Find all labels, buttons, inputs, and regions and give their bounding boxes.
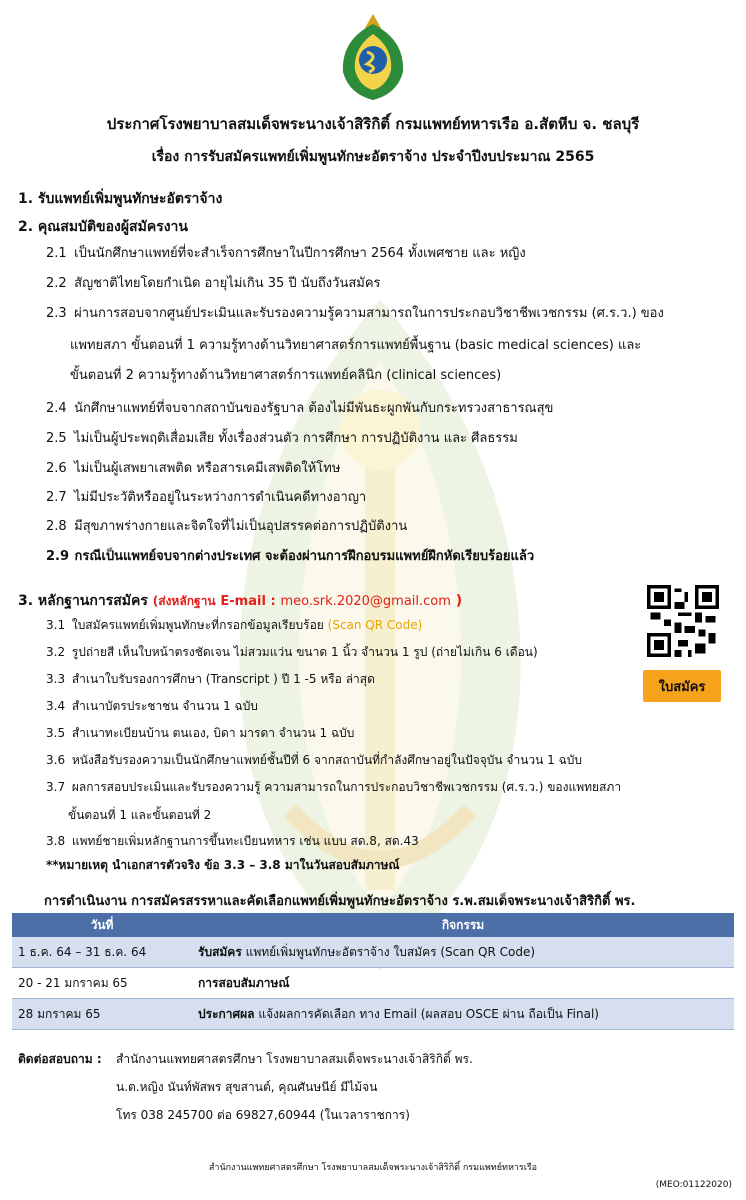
item-text: นักศึกษาแพทย์ที่จบจากสถาบันของรัฐบาล ต้องไม่มีพันธะผูกพันกับกระทรวงสาธารณสุข (74, 401, 554, 416)
contact-label: ติดต่อสอบถาม : (18, 1052, 102, 1066)
date-cell: 20 - 21 มกราคม 65 (12, 968, 192, 999)
qualification-item (46, 514, 407, 539)
table-row (12, 968, 734, 999)
qualification-item (46, 544, 534, 569)
qualification-item (46, 396, 553, 421)
qualification-item (46, 241, 526, 266)
activity-detail: แพทย์เพิ่มพูนทักษะอัตราจ้าง ใบสมัคร (Scan QR Code) (241, 944, 536, 959)
item-number: 2.4 (46, 401, 67, 416)
contact-persons: น.ต.หญิง นันท์พัสพร สุขสานต์, คุณศันษนีย์ มีไม้จน (116, 1080, 378, 1094)
section-3-heading (18, 590, 462, 612)
schedule-table (12, 913, 734, 1030)
evidence-item (46, 613, 422, 637)
item-number: 3.3 (46, 672, 66, 686)
section-3-label: 3. หลักฐานการสมัคร (18, 593, 148, 609)
evidence-item (46, 694, 258, 718)
item-number: 2.8 (46, 519, 67, 534)
send-evidence-label: (ส่งหลักฐาน (152, 594, 216, 608)
evidence-item (46, 667, 375, 691)
activity-cell (192, 999, 734, 1030)
hospital-emblem-logo (333, 10, 413, 102)
qualification-item (46, 271, 381, 296)
item-number: 2.2 (46, 276, 67, 291)
contact-office: สำนักงานแพทยศาสตรศึกษา โรงพยาบาลสมเด็จพระนางเจ้าสิริกิติ์ พร. (116, 1052, 473, 1066)
date-cell: 28 มกราคม 65 (12, 999, 192, 1030)
item-text: ไม่เป็นผู้เสพยาเสพติด หรือสารเคมีเสพติดให้โทษ (74, 461, 341, 476)
item-text: ไม่มีประวัติหรืออยู่ในระหว่างการดำเนินคดีทางอาญา (74, 490, 367, 505)
item-number: 2.5 (46, 431, 67, 446)
item-text: ไม่เป็นผู้ประพฤติเสื่อมเสีย ทั้งเรื่องส่วนตัว การศึกษา การปฏิบัติงาน และ ศีลธรรม (74, 431, 518, 446)
item-number: 3.1 (46, 618, 66, 632)
item-text: สำเนาใบรับรองการศึกษา (Transcript ) ปี 1 -5 หรือ ล่าสุด (71, 672, 375, 686)
announcement-title: ประกาศโรงพยาบาลสมเด็จพระนางเจ้าสิริกิติ์ กรมแพทย์ทหารเรือ อ.สัตหีบ จ. ชลบุรี (106, 115, 640, 133)
item-text: ผลการสอบประเมินและรับรองความรู้ ความสามารถในการประกอบวิชาชีพเวชกรรม (ศ.ร.ว.) ของแพทยสภา (71, 780, 622, 794)
evidence-item (46, 775, 621, 799)
item-number: 2.7 (46, 490, 67, 505)
item-number: 3.8 (46, 834, 66, 848)
scan-qr-note: (Scan QR Code) (327, 618, 423, 632)
qualification-item (46, 456, 340, 481)
table-row (12, 999, 734, 1030)
qualification-item (46, 485, 366, 510)
activity-column-header: กิจกรรม (192, 913, 734, 937)
table-row (12, 937, 734, 968)
application-form-button[interactable]: ใบสมัคร (643, 670, 721, 702)
item-text: สัญชาติไทยโดยกำเนิด อายุไม่เกิน 35 ปี นับถึงวันสมัคร (74, 276, 381, 291)
activity-cell (192, 937, 734, 968)
activity-title: การสอบสัมภาษณ์ (198, 975, 290, 990)
activity-cell (192, 968, 734, 999)
item-number: 2.1 (46, 246, 67, 261)
section-2-heading: 2. คุณสมบัติของผู้สมัครงาน (18, 219, 188, 235)
item-continuation: ขั้นตอนที่ 2 ความรู้ทางด้านวิทยาศาสตร์การแพทย์คลินิก (clinical sciences) (70, 368, 502, 383)
item-text: ผ่านการสอบจากศูนย์ประเมินและรับรองความรู้ความสามารถในการประกอบวิชาชีพเวชกรรม (ศ.ร.ว.) ของ (74, 306, 664, 321)
item-number: 2.6 (46, 461, 67, 476)
item-number: 2.9 (46, 549, 70, 564)
table-header-row (12, 913, 734, 937)
footer-text: สำนักงานแพทยศาสตรศึกษา โรงพยาบาลสมเด็จพระนางเจ้าสิริกิติ์ กรมแพทย์ทหารเรือ (208, 1163, 538, 1173)
item-text: หนังสือรับรองความเป็นนักศึกษาแพทย์ชั้นปีที่ 6 จากสถาบันที่กำลังศึกษาอยู่ในปัจจุบัน จำนวน 1 ฉบับ (71, 753, 583, 767)
email-label: E-mail : (220, 594, 276, 609)
qr-code-icon[interactable] (647, 585, 719, 657)
item-continuation: แพทยสภา ขั้นตอนที่ 1 ความรู้ทางด้านวิทยาศาสตร์การแพทย์พื้นฐาน (basic medical sciences) และ (70, 338, 642, 353)
item-continuation: ขั้นตอนที่ 1 และขั้นตอนที่ 2 (68, 808, 212, 822)
item-text: มีสุขภาพร่างกายและจิตใจที่ไม่เป็นอุปสรรคต่อการปฏิบัติงาน (74, 519, 408, 534)
item-text: สำเนาบัตรประชาชน จำนวน 1 ฉบับ (71, 699, 258, 713)
item-number: 3.6 (46, 753, 66, 767)
email-link[interactable]: meo.srk.2020@gmail.com (280, 594, 451, 609)
qualification-item (46, 426, 518, 451)
close-paren: ) (455, 593, 463, 609)
item-text: กรณีเป็นแพทย์จบจากต่างประเทศ จะต้องผ่านการฝึกอบรมแพทย์ฝึกหัดเรียบร้อยแล้ว (74, 549, 535, 564)
item-text: สำเนาทะเบียนบ้าน ตนเอง, บิดา มารดา จำนวน 1 ฉบับ (71, 726, 355, 740)
evidence-item (46, 748, 582, 772)
schedule-caption: การดำเนินงาน การสมัครสรรหาและคัดเลือกแพทย์เพิ่มพูนทักษะอัตราจ้าง ร.พ.สมเด็จพระนางเจ้าสิริกิติ์ พร. (44, 894, 636, 909)
remark-note: **หมายเหตุ นำเอกสารตัวจริง ข้อ 3.3 – 3.8 มาในวันสอบสัมภาษณ์ (46, 858, 400, 872)
item-number: 3.5 (46, 726, 66, 740)
activity-title: ประกาศผล (198, 1006, 255, 1021)
item-text: แพทย์ชายเพิ่มหลักฐานการขึ้นทะเบียนทหาร เช่น แบบ สด.8, สด.43 (71, 834, 419, 848)
document-code: (MEO:01122020) (655, 1180, 732, 1190)
date-cell: 1 ธ.ค. 64 – 31 ธ.ค. 64 (12, 937, 192, 968)
item-number: 3.2 (46, 645, 66, 659)
activity-title: รับสมัคร (198, 944, 242, 959)
item-number: 3.7 (46, 780, 66, 794)
section-1-heading: 1. รับแพทย์เพิ่มพูนทักษะอัตราจ้าง (18, 191, 223, 207)
evidence-item (46, 721, 354, 745)
item-text: ใบสมัครแพทย์เพิ่มพูนทักษะที่กรอกข้อมูลเรียบร้อย (71, 618, 324, 632)
item-number: 2.3 (46, 306, 67, 321)
activity-detail: แจ้งผลการคัดเลือก ทาง Email (ผลสอบ OSCE ผ่าน ถือเป็น Final) (254, 1006, 599, 1021)
item-text: รูปถ่ายสี เห็นใบหน้าตรงชัดเจน ไม่สวมแว่น ขนาด 1 นิ้ว จำนวน 1 รูป (ถ่ายไม่เกิน 6 เดือน) (71, 645, 538, 659)
date-column-header: วันที่ (12, 913, 192, 937)
announcement-subtitle: เรื่อง การรับสมัครแพทย์เพิ่มพูนทักษะอัตราจ้าง ประจำปีงบประมาณ 2565 (151, 149, 595, 165)
item-number: 3.4 (46, 699, 66, 713)
contact-phone: โทร 038 245700 ต่อ 69827,60944 (ในเวลาราชการ) (116, 1108, 410, 1122)
item-text: เป็นนักศึกษาแพทย์ที่จะสำเร็จการศึกษาในปีการศึกษา 2564 ทั้งเพศชาย และ หญิง (74, 246, 526, 261)
evidence-item (46, 829, 419, 853)
qualification-item (46, 301, 664, 326)
evidence-item (46, 640, 538, 664)
